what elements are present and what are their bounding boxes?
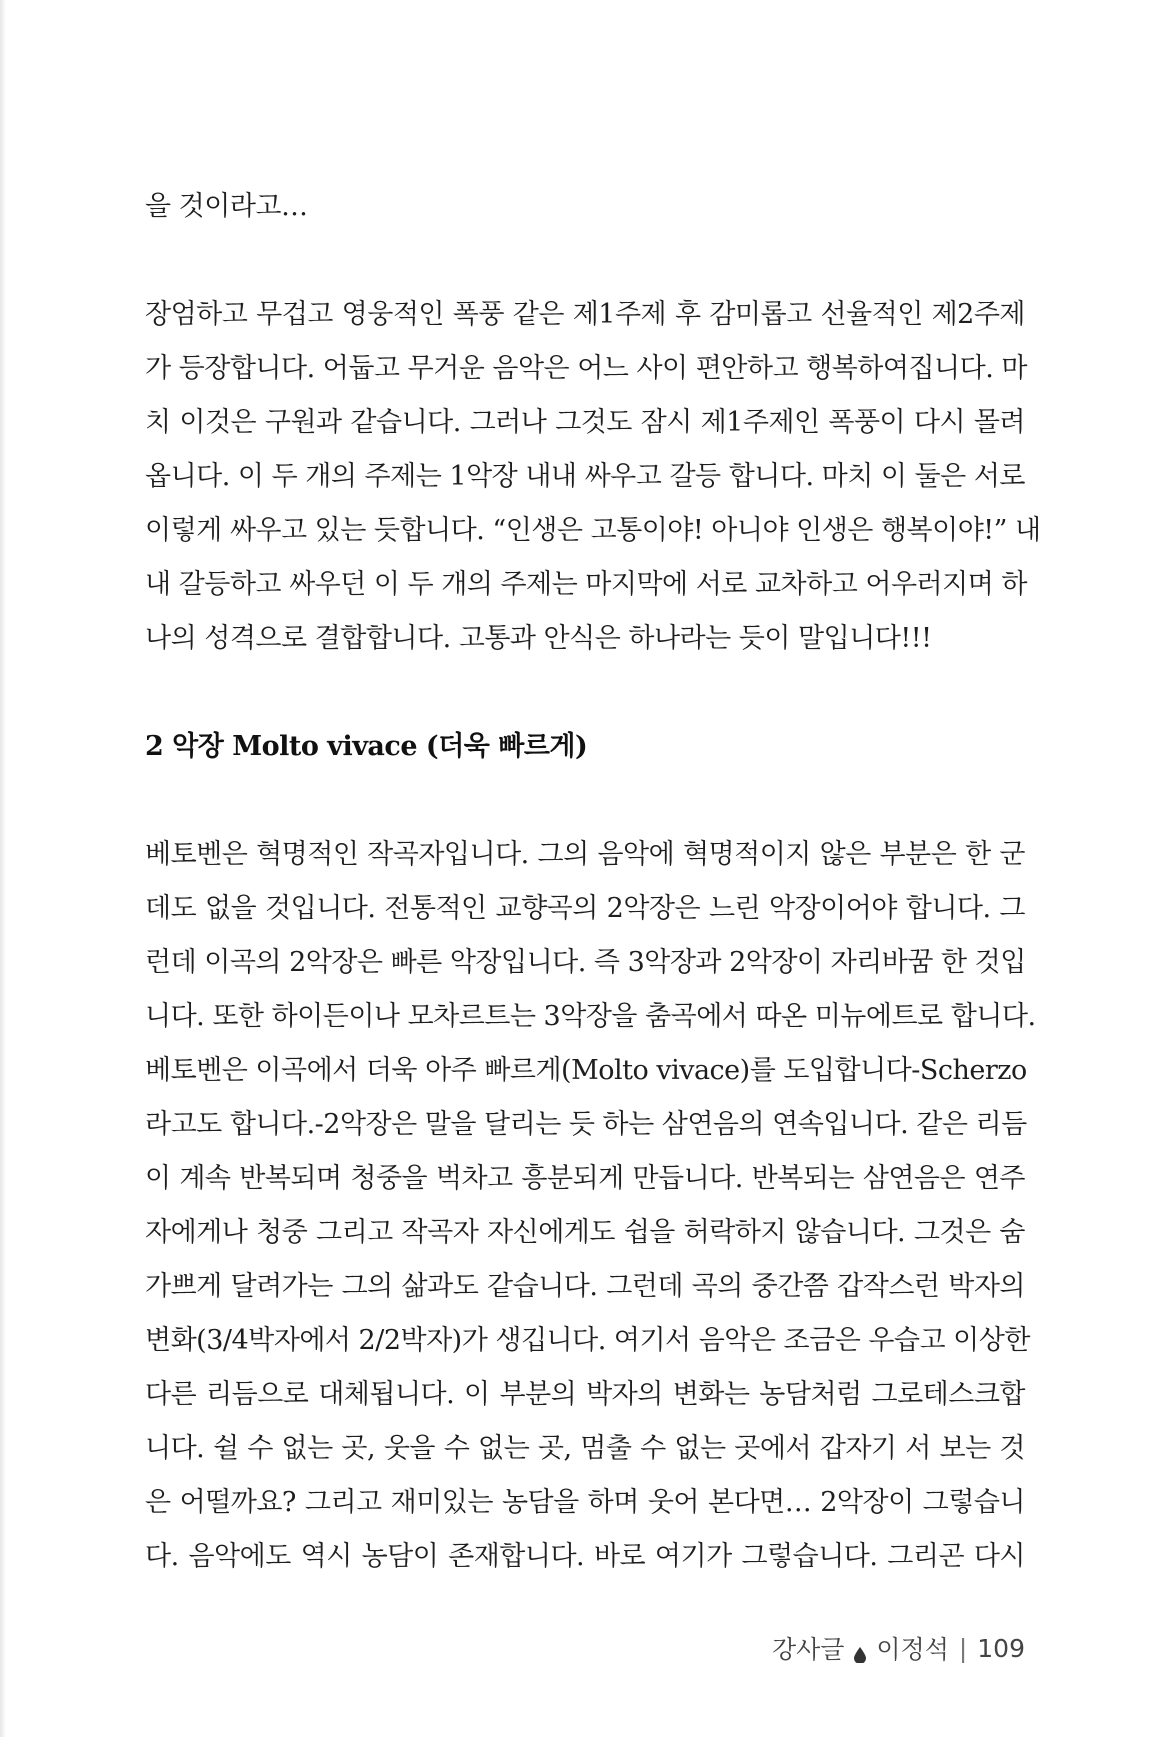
paragraph-gap bbox=[145, 234, 1025, 288]
page-footer bbox=[772, 1630, 1025, 1666]
text-line: 런데 이곡의 2악장은 빠른 악장입니다. 즉 3악장과 2악장이 자리바꿈 한 것입 bbox=[145, 947, 1026, 978]
text-line: 가쁘게 달려가는 그의 삶과도 같습니다. 그런데 곡의 중간쯤 갑작스런 박자의 bbox=[145, 1271, 1025, 1302]
text-line: 이 계속 반복되며 청중을 벅차고 흥분되게 만듭니다. 반복되는 삼연음은 연주 bbox=[145, 1163, 1025, 1194]
text-line: 데도 없을 것입니다. 전통적인 교향곡의 2악장은 느린 악장이어야 합니다. 그 bbox=[145, 893, 1025, 924]
footer-author: 이정석 bbox=[876, 1635, 949, 1664]
paragraph-2 bbox=[145, 828, 1036, 1584]
drop-icon bbox=[854, 1640, 866, 1656]
text-line: 내 갈등하고 싸우던 이 두 개의 주제는 마지막에 서로 교차하고 어우러지며 하 bbox=[145, 569, 1027, 600]
text-line: 가 등장합니다. 어둡고 무거운 음악은 어느 사이 편안하고 행복하여집니다. 마 bbox=[145, 353, 1027, 384]
section-heading: 2 악장 Molto vivace (더욱 빠르게) bbox=[145, 731, 588, 762]
text-line: 변화(3/4박자에서 2/2박자)가 생깁니다. 여기서 음악은 조금은 우습고 이상한 bbox=[145, 1325, 1030, 1356]
text-line: 니다. 쉴 수 없는 곳, 웃을 수 없는 곳, 멈출 수 없는 곳에서 갑자기 서 보는 것 bbox=[145, 1433, 1025, 1464]
paragraph-1 bbox=[145, 288, 1041, 666]
page-number: 109 bbox=[977, 1633, 1025, 1663]
text-line: 자에게나 청중 그리고 작곡자 자신에게도 쉽을 허락하지 않습니다. 그것은 숨 bbox=[145, 1217, 1025, 1248]
text-line: 라고도 합니다.-2악장은 말을 달리는 듯 하는 삼연음의 연속입니다. 같은 리듬 bbox=[145, 1109, 1027, 1140]
text-line: 베토벤은 혁명적인 작곡자입니다. 그의 음악에 혁명적이지 않은 부분은 한 군 bbox=[145, 839, 1025, 870]
text-line: 다른 리듬으로 대체됩니다. 이 부분의 박자의 변화는 농담처럼 그로테스크합 bbox=[145, 1379, 1025, 1410]
paragraph-gap bbox=[145, 666, 1025, 720]
footer-section: 강사글 bbox=[771, 1635, 845, 1664]
text-line: 다. 음악에도 역시 농담이 존재합니다. 바로 여기가 그렇습니다. 그리곤 다시 bbox=[145, 1541, 1025, 1572]
text-line: 베토벤은 이곡에서 더욱 아주 빠르게(Molto vivace)를 도입합니다-Scherzo bbox=[145, 1055, 1027, 1086]
opening-line: 을 것이라고… bbox=[145, 191, 308, 222]
footer-separator: | bbox=[958, 1633, 968, 1663]
page-body bbox=[145, 180, 1041, 1584]
text-line: 옵니다. 이 두 개의 주제는 1악장 내내 싸우고 갈등 합니다. 마치 이 둘은 서로 bbox=[145, 461, 1025, 492]
text-line: 니다. 또한 하이든이나 모차르트는 3악장을 춤곡에서 따온 미뉴에트로 합니다. bbox=[145, 1001, 1036, 1032]
text-line: 이렇게 싸우고 있는 듯합니다. “인생은 고통이야! 아니야 인생은 행복이야!” 내 bbox=[145, 515, 1041, 546]
paragraph-gap bbox=[145, 774, 1025, 828]
text-line: 은 어떨까요? 그리고 재미있는 농담을 하며 웃어 본다면… 2악장이 그렇습니 bbox=[145, 1487, 1025, 1518]
page-edge bbox=[0, 0, 6, 1737]
text-line: 나의 성격으로 결합합니다. 고통과 안식은 하나라는 듯이 말입니다!!! bbox=[145, 623, 932, 654]
text-line: 장엄하고 무겁고 영웅적인 폭풍 같은 제1주제 후 감미롭고 선율적인 제2주제 bbox=[145, 299, 1025, 330]
text-line: 치 이것은 구원과 같습니다. 그러나 그것도 잠시 제1주제인 폭풍이 다시 몰려 bbox=[145, 407, 1025, 438]
